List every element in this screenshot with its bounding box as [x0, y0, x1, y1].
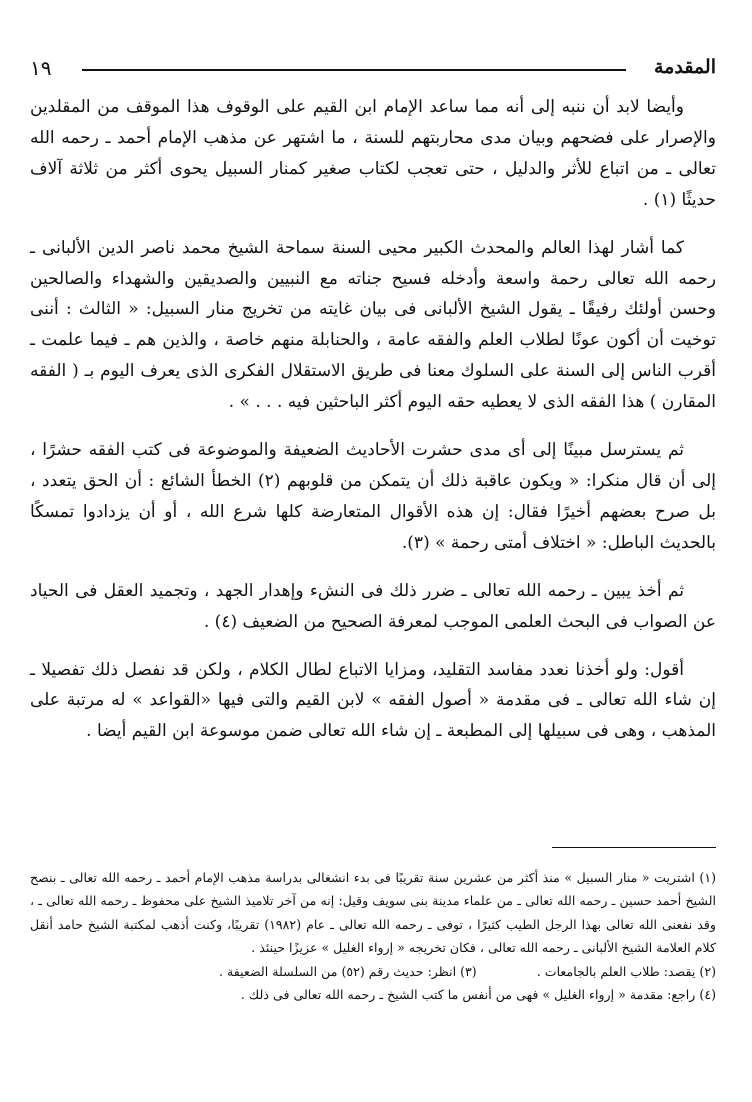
footnote-row [30, 960, 716, 983]
paragraph: ثم يسترسل مبينًا إلى أى مدى حشرت الأحاديث الضعيفة والموضوعة فى كتب الفقه حشرًا ، إلى أن قال منكرا: « ويكون عاقبة ذلك أن يتمكن من قلوبهم (٢) الخطأ الشائع : أن الحق يتعدد ، بل صرح بعضهم أخيرًا فقال: إن هذه الأقوال المتعارضة كلها شرع الله ، أو أن يزدادوا تمسكًا بالحديث الباطل: « اختلاف أمتى رحمة » (٣). [30, 440, 716, 553]
header-rule [82, 69, 626, 71]
paragraph: أقول: ولو أخذنا نعدد مفاسد التقليد، ومزايا الاتباع لطال الكلام ، ولكن قد نفصل ذلك تفصيلا ـ إن شاء الله تعالى ـ فى مقدمة « أصول الفقه » لابن القيم والتى فيها «القواعد » له مرتبة على المذهب ، وهى فى سبيلها إلى المطبعة ـ إن شاء الله تعالى ضمن موسوعة ابن القيم أيضا . [30, 659, 716, 742]
paragraph: ثم أخذ يبين ـ رحمه الله تعالى ـ ضرر ذلك فى النشء وإهدار الجهد ، وتجميد العقل فى الحياد عن الصواب فى البحث العلمى الموجب لمعرفة الصحيح من الضعيف (٤) . [30, 580, 716, 632]
footnotes [30, 866, 716, 1006]
footnote-3: (٣) انظر: حديث رقم (٥٢) من السلسلة الضعيفة . [218, 963, 477, 979]
footnote-4: (٤) راجع: مقدمة « إرواء الغليل » فهى من أنفس ما كتب الشيخ ـ رحمه الله تعالى فى ذلك . [240, 987, 716, 1003]
page-number: ١٩ [30, 56, 52, 80]
paragraph: وأيضا لابد أن ننبه إلى أنه مما ساعد الإمام ابن القيم على الوقوف هذا الموقف من المقلدين والإصرار على فضحهم وبيان مدى محاربتهم للسنة ، ما اشتهر عن مذهب الإمام أحمد ـ رحمه الله تعالى ـ من اتباع للأثر والدليل ، حتى تعجب لكتاب صغير كمنار السبيل يحوى أكثر من ثلاثة آلاف حديثًا (١) . [30, 97, 716, 210]
paragraph: كما أشار لهذا العالم والمحدث الكبير محيى السنة سماحة الشيخ محمد ناصر الدين الألبانى ـ رحمه الله تعالى رحمة واسعة وأدخله فسيح جناته مع النبيين والصديقين والشهداء والصالحين وحسن أولئك رفيقًا ـ يقول الشيخ الألبانى فى بيان غايته من تخريج منار السبيل: « الثالث : أننى توخيت أن أكون عونًا لطلاب العلم والفقه عامة ، والحنابلة منهم خاصة ، والذين هم ـ فيما علمت ـ أقرب الناس إلى السنة على السلوك معنا فى طريق الاستقلال الفكرى الذى يعرف اليوم بـ ( الفقه المقارن ) هذا الفقه الذى لا يعطيه حقه اليوم أكثر الباحثين فيه . . . » . [30, 237, 716, 413]
footnote-separator [552, 847, 716, 848]
footnote-1: (١) اشتريت « منار السبيل » منذ أكثر من عشرين سنة تقريبًا فى بدء انشغالى بدراسة مذهب الإمام أحمد ـ رحمه الله تعالى ـ بنصح الشيخ أحمد حسين ـ رحمه الله تعالى ـ من علماء مدينة بنى سويف وقيل: إنه من آخر تلاميذ الشيخ على محفوظ ـ رحمه الله تعالى ـ ، وقد نفعنى الله تعالى بهذا الرجل الطيب كثيرًا ، توفى ـ رحمه الله تعالى ـ عام (١٩٨٢) تقريبًا، وكنت أذهب لمكتبة الشيخ حامد أنقل كلام العلامة الشيخ الألبانى ـ رحمه الله تعالى ، فكان تخريجه « إرواء الغليل » عزيزًا حينئذ . [30, 870, 716, 956]
footnote-2: (٢) يقصد: طلاب العلم بالجامعات . [536, 963, 716, 979]
main-text [30, 92, 716, 764]
running-title: المقدمة [653, 56, 716, 78]
page-header [30, 56, 716, 86]
